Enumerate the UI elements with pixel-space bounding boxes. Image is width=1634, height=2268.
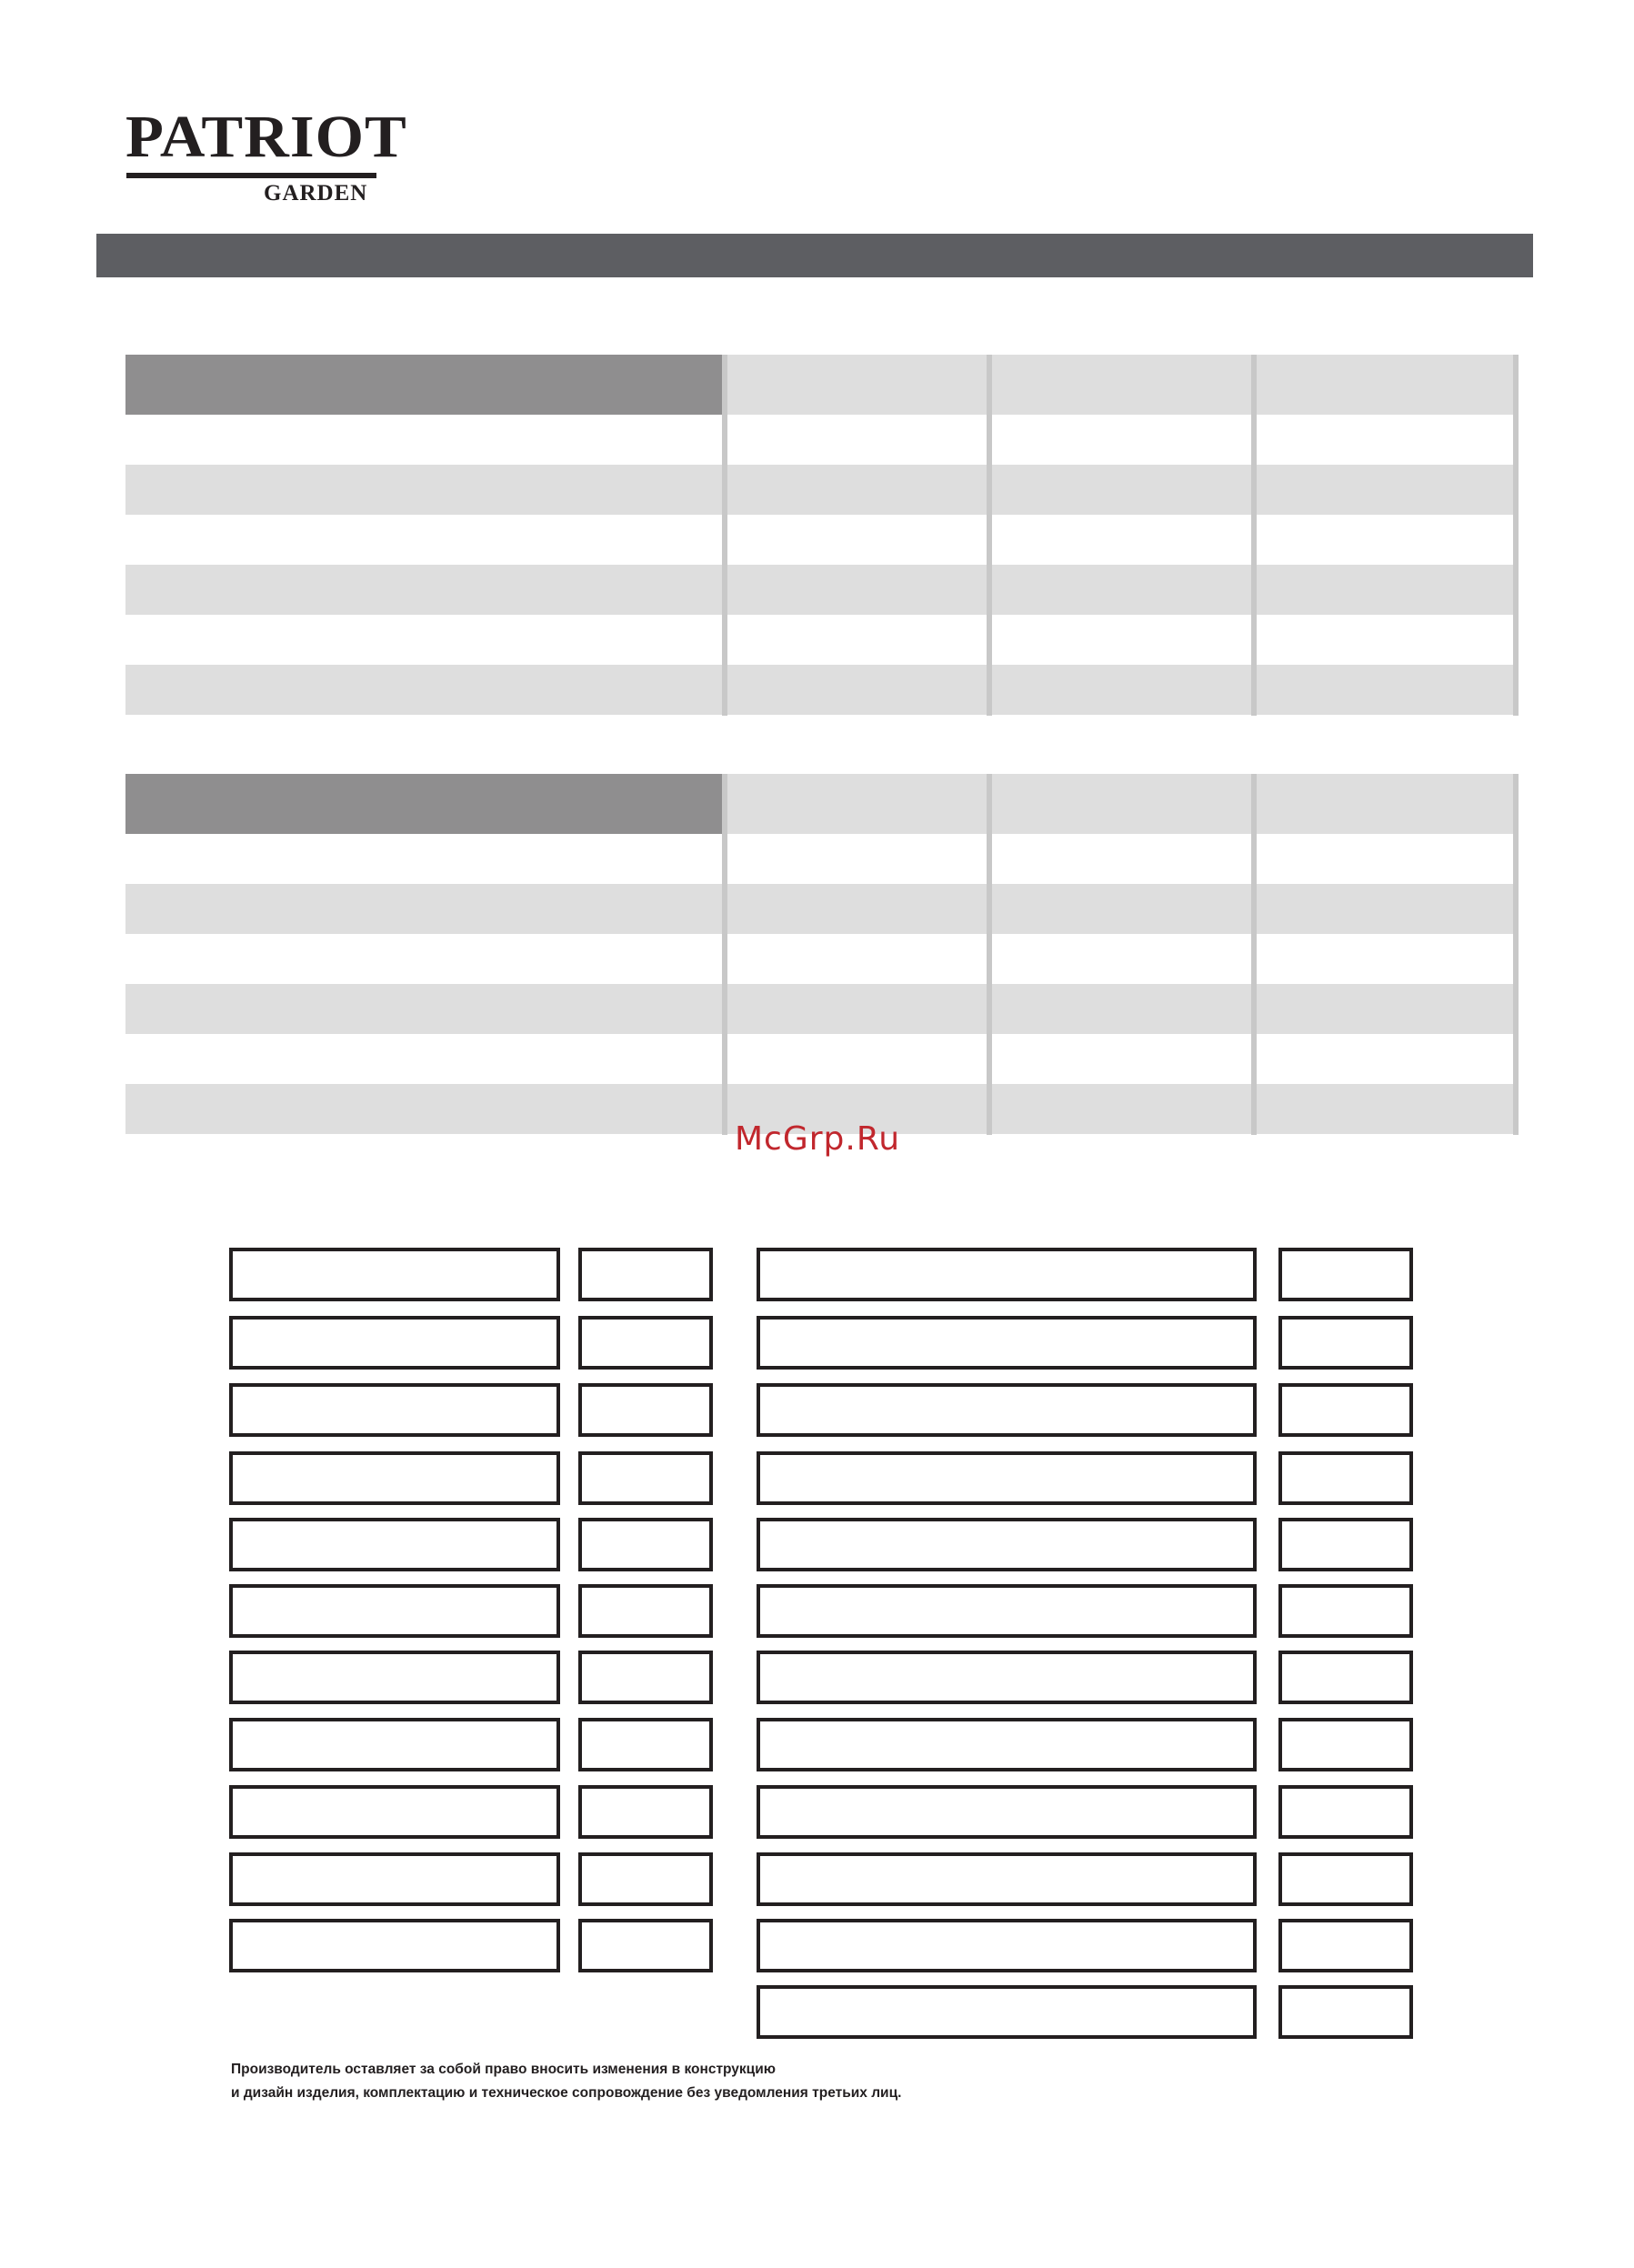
part-qty-box — [578, 1919, 713, 1972]
part-name-box — [757, 1852, 1257, 1906]
spec-row — [125, 884, 1513, 934]
footnote-line-2: и дизайн изделия, комплектацию и техническое сопровождение без уведомления третьих лиц. — [231, 2085, 902, 2101]
spec-row — [125, 665, 1513, 715]
part-qty-box — [1278, 1718, 1413, 1771]
part-qty-box — [1278, 1518, 1413, 1571]
spec-column-header — [727, 774, 987, 834]
spec-row — [125, 984, 1513, 1034]
part-name-box — [229, 1785, 560, 1839]
part-name-box — [229, 1383, 560, 1437]
part-qty-box — [1278, 1785, 1413, 1839]
part-name-box — [757, 1718, 1257, 1771]
part-qty-box — [1278, 1651, 1413, 1704]
spec-column-divider — [722, 355, 727, 716]
spec-row — [125, 515, 1513, 565]
spec-table-2 — [125, 774, 1522, 1138]
part-qty-box — [578, 1852, 713, 1906]
spec-row — [125, 1034, 1513, 1084]
part-name-box — [757, 1518, 1257, 1571]
spec-row — [125, 615, 1513, 665]
part-qty-box — [1278, 1248, 1413, 1301]
footnote — [231, 2058, 1140, 2105]
watermark: McGrp.Ru — [735, 1120, 901, 1158]
part-qty-box — [1278, 1383, 1413, 1437]
part-name-box — [229, 1248, 560, 1301]
part-name-box — [757, 1785, 1257, 1839]
part-name-box — [757, 1316, 1257, 1370]
part-name-box — [229, 1451, 560, 1505]
spec-table-header — [125, 355, 722, 415]
spec-column-divider — [987, 355, 992, 716]
spec-column-header — [727, 355, 987, 415]
spec-column-divider — [987, 774, 992, 1135]
part-qty-box — [578, 1316, 713, 1370]
spec-column-divider — [1251, 355, 1257, 716]
logo-garden: GARDEN — [264, 181, 368, 206]
spec-row — [125, 415, 1513, 465]
part-name-box — [757, 1383, 1257, 1437]
part-qty-box — [1278, 1584, 1413, 1638]
part-name-box — [229, 1852, 560, 1906]
logo-underline — [126, 173, 376, 178]
part-name-box — [229, 1919, 560, 1972]
part-name-box — [229, 1518, 560, 1571]
part-qty-box — [1278, 1852, 1413, 1906]
spec-column-divider — [1513, 355, 1519, 716]
part-qty-box — [1278, 1451, 1413, 1505]
footnote-line-1: Производитель оставляет за собой право вносить изменения в конструкцию — [231, 2062, 776, 2077]
part-name-box — [229, 1584, 560, 1638]
part-name-box — [229, 1651, 560, 1704]
part-name-box — [757, 1584, 1257, 1638]
part-qty-box — [578, 1518, 713, 1571]
part-qty-box — [578, 1584, 713, 1638]
spec-table-header — [125, 774, 722, 834]
part-qty-box — [578, 1785, 713, 1839]
part-qty-box — [578, 1248, 713, 1301]
spec-row — [125, 834, 1513, 884]
spec-table-1 — [125, 355, 1522, 718]
spec-row — [125, 934, 1513, 984]
spec-column-divider — [1513, 774, 1519, 1135]
part-qty-box — [1278, 1316, 1413, 1370]
part-qty-box — [578, 1651, 713, 1704]
part-qty-box — [578, 1451, 713, 1505]
spec-column-header — [1257, 774, 1513, 834]
part-name-box — [229, 1718, 560, 1771]
part-name-box — [757, 1248, 1257, 1301]
header-band — [96, 234, 1533, 277]
spec-column-header — [992, 355, 1251, 415]
spec-column-divider — [1251, 774, 1257, 1135]
part-name-box — [757, 1451, 1257, 1505]
spec-row — [125, 565, 1513, 615]
spec-column-header — [992, 774, 1251, 834]
part-qty-box — [1278, 1985, 1413, 2039]
logo-patriot: PATRIOT — [125, 104, 407, 170]
part-name-box — [229, 1316, 560, 1370]
part-name-box — [757, 1985, 1257, 2039]
spec-row — [125, 465, 1513, 515]
part-qty-box — [578, 1718, 713, 1771]
part-qty-box — [578, 1383, 713, 1437]
spec-column-divider — [722, 774, 727, 1135]
part-qty-box — [1278, 1919, 1413, 1972]
spec-column-header — [1257, 355, 1513, 415]
part-name-box — [757, 1919, 1257, 1972]
part-name-box — [757, 1651, 1257, 1704]
